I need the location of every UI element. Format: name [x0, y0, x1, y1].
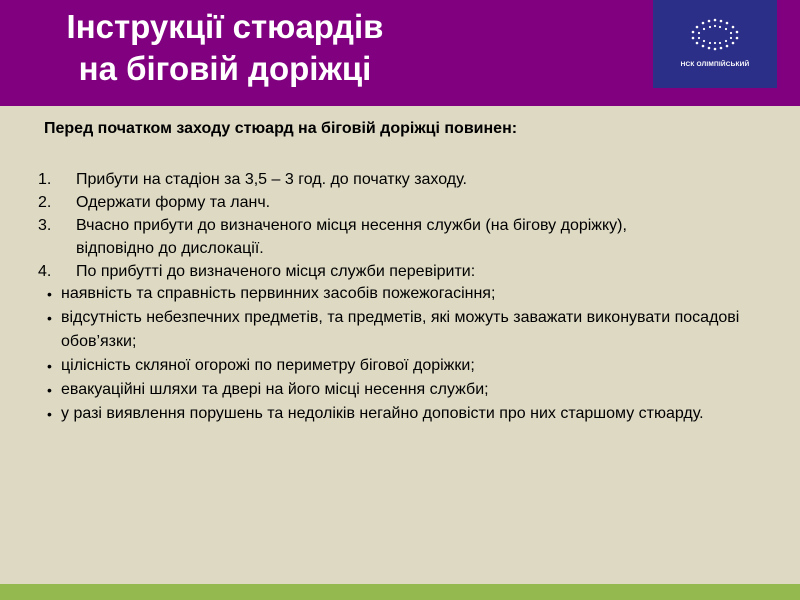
bullet-text: евакуаційні шляхи та двері на його місці несення служби;: [61, 381, 489, 398]
intro-text: Перед початком заходу стюард на біговій доріжці повинен:: [44, 120, 518, 137]
title-line-1: Інструкції стюардів: [66, 8, 384, 45]
numbered-item: [0, 214, 760, 260]
bullet-item: [0, 402, 760, 426]
item-number: 2.: [38, 194, 52, 211]
page-title: [40, 6, 410, 90]
item-number: 4.: [38, 263, 52, 280]
bullet-text: наявність та справність первинних засобів пожежогасіння;: [61, 285, 496, 302]
bullet-item: [0, 354, 760, 378]
bullet-item: [0, 378, 760, 402]
bullet-icon: •: [47, 382, 52, 398]
bullet-icon: •: [47, 358, 52, 374]
footer-bar: [0, 584, 800, 600]
title-line-2: на біговій доріжці: [78, 50, 372, 87]
item-text: Прибути на стадіон за 3,5 – 3 год. до початку заходу.: [76, 171, 467, 188]
item-text: Одержати форму та ланч.: [76, 194, 271, 211]
content-area: [0, 106, 800, 584]
bullet-item: [0, 282, 760, 306]
numbered-list: [0, 168, 760, 283]
item-text: Вчасно прибути до визначеного місця несення служби (на бігову доріжку), відповідно до дислокації.: [76, 217, 627, 257]
bullet-text: цілісність скляної огорожі по периметру бігової доріжки;: [61, 357, 475, 374]
item-number: 3.: [38, 217, 52, 234]
bullet-icon: •: [47, 406, 52, 422]
numbered-item: [0, 260, 760, 283]
stadium-logo: [653, 0, 777, 88]
logo-text: НСК ОЛІМПІЙСЬКИЙ: [680, 61, 750, 68]
bullet-item: [0, 306, 760, 354]
bullet-text: у разі виявлення порушень та недоліків негайно доповісти про них старшому стюарду.: [61, 405, 704, 422]
item-text: По прибутті до визначеного місця служби перевірити:: [76, 263, 476, 280]
bullet-icon: •: [47, 310, 52, 326]
bullet-icon: •: [47, 286, 52, 302]
bullet-text: відсутність небезпечних предметів, та предметів, які можуть заважати виконувати посадові обов’язки;: [61, 309, 740, 350]
item-number: 1.: [38, 171, 52, 188]
stadium-icon: [653, 0, 777, 88]
numbered-item: [0, 191, 760, 214]
header-bar: [0, 0, 800, 106]
bullet-list: [0, 282, 760, 426]
numbered-item: [0, 168, 760, 191]
